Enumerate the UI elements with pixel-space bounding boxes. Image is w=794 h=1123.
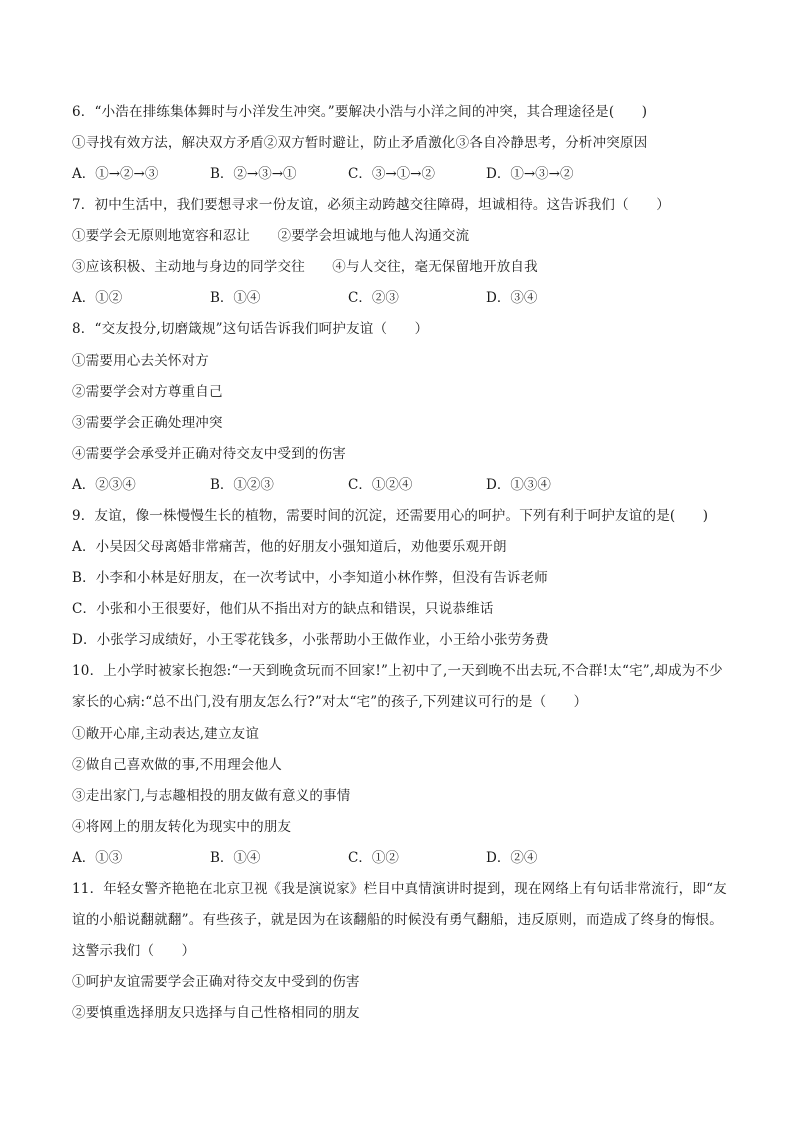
- question-11-stem-2: 谊的小船说翻就翻”。有些孩子，就是因为在该翻船的时候没有勇气翻船，违反原则，而造成了终身的悔恨。: [72, 912, 724, 928]
- option-c: C．①②④: [348, 477, 413, 493]
- option-a: A．②③④: [72, 477, 136, 493]
- option-b: B．①②③: [210, 477, 274, 493]
- question-9-choice-c: C．小张和小王很要好，他们从不指出对方的缺点和错误，只说恭维话: [72, 601, 494, 617]
- question-7-statements-2: ③应该积极、主动地与身边的同学交往 ④与人交往，毫无保留地开放自我: [72, 259, 538, 275]
- option-b: B．①④: [210, 290, 261, 306]
- option-d: D．①③④: [486, 477, 551, 493]
- question-10-statement-2: ②做自己喜欢做的事,不用理会他人: [72, 757, 282, 773]
- question-8-statement-1: ①需要用心去关怀对方: [72, 353, 209, 369]
- option-d: D．③④: [486, 290, 538, 306]
- question-8-stem: 8．“交友投分,切磨箴规”这句话告诉我们呵护友谊（ ）: [72, 321, 429, 337]
- option-a: A．①→②→③: [72, 166, 159, 182]
- question-10-statement-1: ①敞开心扉,主动表达,建立友谊: [72, 726, 260, 742]
- question-6-statements: ①寻找有效方法，解决双方矛盾②双方暂时避让，防止矛盾激化③各自冷静思考，分析冲突原因: [72, 135, 648, 151]
- question-11-stem-1: 11．年轻女警齐艳艳在北京卫视《我是演说家》栏目中真情演讲时提到，现在网络上有句话非常流行，即“友: [72, 881, 727, 897]
- question-11-statement-2: ②要慎重选择朋友只选择与自己性格相同的朋友: [72, 1005, 360, 1021]
- question-11-statement-1: ①呵护友谊需要学会正确对待交友中受到的伤害: [72, 974, 360, 990]
- option-d: D．②④: [486, 850, 538, 866]
- question-6-stem: 6．“小浩在排练集体舞时与小洋发生冲突。”要解决小浩与小洋之间的冲突，其合理途径是( ): [72, 104, 648, 120]
- question-9-choice-a: A．小吴因父母离婚非常痛苦，他的好朋友小强知道后，劝他要乐观开朗: [72, 539, 507, 555]
- question-10-statement-3: ③走出家门,与志趣相投的朋友做有意义的事情: [72, 788, 351, 804]
- question-7-stem: 7．初中生活中，我们要想寻求一份友谊，必须主动跨越交往障碍，坦诚相待。这告诉我们（ ）: [72, 197, 670, 213]
- question-8-statement-2: ②需要学会对方尊重自己: [72, 384, 223, 400]
- question-9-choice-b: B．小李和小林是好朋友，在一次考试中，小李知道小林作弊，但没有告诉老师: [72, 570, 548, 586]
- question-10-statement-4: ④将网上的朋友转化为现实中的朋友: [72, 819, 292, 835]
- option-c: C．②③: [348, 290, 399, 306]
- option-d: D．①→③→②: [486, 166, 574, 182]
- option-c: C．①②: [348, 850, 399, 866]
- option-b: B．①④: [210, 850, 261, 866]
- question-9-stem: 9．友谊，像一株慢慢生长的植物，需要时间的沉淀，还需要用心的呵护。下列有利于呵护友谊的是( ): [72, 508, 709, 524]
- question-10-stem-2: 家长的心病:“总不出门,没有朋友怎么行?”对太“宅”的孩子,下列建议可行的是（ ）: [72, 694, 588, 710]
- option-a: A．①②: [72, 290, 123, 306]
- option-a: A．①③: [72, 850, 123, 866]
- question-11-stem-3: 这警示我们（ ）: [72, 943, 196, 959]
- question-9-choice-d: D．小张学习成绩好，小王零花钱多，小张帮助小王做作业，小王给小张劳务费: [72, 632, 549, 648]
- question-10-stem-1: 10．上小学时被家长抱怨:“一天到晚贪玩而不回家!”上初中了,一天到晚不出去玩,不合群!太“宅”,却成为不少: [72, 663, 723, 679]
- question-8-statement-3: ③需要学会正确处理冲突: [72, 415, 223, 431]
- question-8-statement-4: ④需要学会承受并正确对待交友中受到的伤害: [72, 446, 346, 462]
- question-7-statements-1: ①要学会无原则地宽容和忍让 ②要学会坦诚地与他人沟通交流: [72, 228, 470, 244]
- option-c: C．③→①→②: [348, 166, 435, 182]
- option-b: B．②→③→①: [210, 166, 297, 182]
